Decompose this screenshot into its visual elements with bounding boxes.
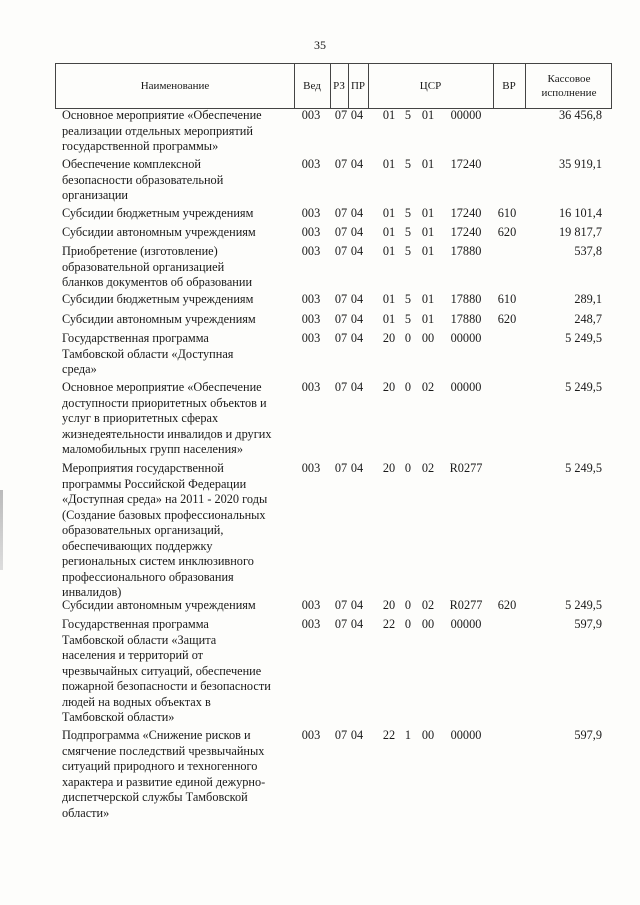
cell-c4: R0277: [449, 461, 483, 475]
cell-c2: 0: [404, 331, 412, 345]
cell-name: Обеспечение комплексной безопасности образовательной организации: [62, 157, 224, 202]
cell-sum: 35 919,1: [558, 157, 602, 171]
cell-c2: 5: [404, 206, 412, 220]
cell-vr: 620: [497, 598, 517, 612]
cell-c1: 20: [382, 380, 396, 394]
cell-name: Приобретение (изготовление) образовательной организацией бланков документов об образовании: [62, 244, 253, 289]
cell-c3: 02: [421, 380, 435, 394]
cell-sum: 597,9: [574, 617, 602, 631]
cell-rz: 07: [334, 312, 348, 326]
cell-c1: 01: [382, 292, 396, 306]
cell-ved: 003: [301, 157, 321, 171]
cell-c1: 01: [382, 225, 396, 239]
cell-c2: 0: [404, 461, 412, 475]
cell-name: Государственная программа Тамбовской области «Защита населения и территорий от чрезвычайных ситуаций, обеспечение пожарной безопасности и безопасности людей на водных объектах в Тамбовской области»: [62, 617, 271, 724]
cell-c4: 00000: [450, 108, 482, 122]
cell-ved: 003: [301, 728, 321, 742]
cell-c4: 17240: [450, 206, 482, 220]
cell-pr: 04: [350, 331, 364, 345]
cell-c1: 01: [382, 244, 396, 258]
cell-pr: 04: [350, 108, 364, 122]
cell-c3: 02: [421, 598, 435, 612]
cell-c4: 00000: [450, 380, 482, 394]
cell-name: Государственная программа Тамбовской области «Доступная среда»: [62, 331, 234, 376]
cell-vr: 610: [497, 292, 517, 306]
cell-sum: 5 249,5: [565, 598, 602, 612]
cell-c2: 5: [404, 312, 412, 326]
scan-edge-mark: [0, 490, 3, 570]
cell-rz: 07: [334, 292, 348, 306]
cell-name: Субсидии автономным учреждениям: [62, 312, 256, 326]
cell-c4: 17880: [450, 292, 482, 306]
cell-pr: 04: [350, 461, 364, 475]
cell-sum: 289,1: [574, 292, 602, 306]
header-vr: ВР: [502, 80, 516, 92]
header-pr: ПР: [350, 80, 366, 92]
cell-c3: 01: [421, 292, 435, 306]
cell-pr: 04: [350, 225, 364, 239]
cell-name: Мероприятия государственной программы Российской Федерации «Доступная среда» на 2011 - 2020 годы (Создание базовых профессиональных образовательных организаций, обеспечивающих поддержку региональных систем инклюзивного профессионального образования инвалидов): [62, 461, 268, 599]
cell-c1: 01: [382, 157, 396, 171]
cell-name: Подпрограмма «Снижение рисков и смягчение последствий чрезвычайных ситуаций природного и техногенного характера и развитие единой дежурно- диспетчерской службы Тамбовской области»: [62, 728, 266, 820]
cell-ved: 003: [301, 312, 321, 326]
cell-c3: 01: [421, 244, 435, 258]
header-name: Наименование: [140, 80, 210, 92]
cell-rz: 07: [334, 331, 348, 345]
cell-vr: 610: [497, 206, 517, 220]
cell-c4: 17240: [450, 157, 482, 171]
cell-sum: 19 817,7: [558, 225, 602, 239]
cell-c4: R0277: [449, 598, 483, 612]
cell-name: Субсидии бюджетным учреждениям: [62, 206, 254, 220]
cell-c2: 0: [404, 380, 412, 394]
cell-rz: 07: [334, 244, 348, 258]
cell-ved: 003: [301, 331, 321, 345]
cell-rz: 07: [334, 617, 348, 631]
cell-vr: 620: [497, 225, 517, 239]
cell-c1: 20: [382, 461, 396, 475]
cell-pr: 04: [350, 598, 364, 612]
cell-c2: 0: [404, 617, 412, 631]
cell-c2: 0: [404, 598, 412, 612]
cell-c3: 01: [421, 312, 435, 326]
cell-ved: 003: [301, 206, 321, 220]
cell-c4: 17240: [450, 225, 482, 239]
cell-c1: 01: [382, 206, 396, 220]
cell-c3: 01: [421, 157, 435, 171]
cell-name: Основное мероприятие «Обеспечение реализации отдельных мероприятий государственной программы»: [62, 108, 262, 153]
cell-pr: 04: [350, 206, 364, 220]
cell-name: Субсидии автономным учреждениям: [62, 225, 256, 239]
cell-c3: 00: [421, 728, 435, 742]
cell-rz: 07: [334, 380, 348, 394]
page-number: 35: [314, 38, 326, 52]
cell-c2: 5: [404, 157, 412, 171]
cell-sum: 36 456,8: [558, 108, 602, 122]
cell-name: Основное мероприятие «Обеспечение доступности приоритетных объектов и услуг в приоритетных сферах жизнедеятельности инвалидов и других маломобильных групп населения»: [62, 380, 272, 456]
cell-c1: 01: [382, 312, 396, 326]
cell-c1: 01: [382, 108, 396, 122]
cell-c3: 00: [421, 331, 435, 345]
cell-sum: 5 249,5: [565, 461, 602, 475]
cell-name: Субсидии бюджетным учреждениям: [62, 292, 254, 306]
header-ved: Вед: [303, 80, 321, 92]
cell-c1: 20: [382, 331, 396, 345]
cell-c3: 00: [421, 617, 435, 631]
cell-rz: 07: [334, 108, 348, 122]
cell-c2: 5: [404, 108, 412, 122]
cell-sum: 5 249,5: [565, 380, 602, 394]
cell-pr: 04: [350, 380, 364, 394]
cell-rz: 07: [334, 225, 348, 239]
cell-c4: 17880: [450, 312, 482, 326]
cell-ved: 003: [301, 598, 321, 612]
cell-c1: 20: [382, 598, 396, 612]
cell-c4: 17880: [450, 244, 482, 258]
cell-pr: 04: [350, 157, 364, 171]
cell-ved: 003: [301, 244, 321, 258]
cell-sum: 248,7: [574, 312, 602, 326]
cell-c2: 5: [404, 244, 412, 258]
cell-rz: 07: [334, 461, 348, 475]
header-csr: ЦСР: [419, 80, 442, 92]
cell-sum: 5 249,5: [565, 331, 602, 345]
cell-pr: 04: [350, 728, 364, 742]
cell-rz: 07: [334, 157, 348, 171]
cell-c4: 00000: [450, 617, 482, 631]
cell-pr: 04: [350, 244, 364, 258]
cell-pr: 04: [350, 292, 364, 306]
cell-sum: 597,9: [574, 728, 602, 742]
cell-c4: 00000: [450, 728, 482, 742]
cell-ved: 003: [301, 108, 321, 122]
cell-pr: 04: [350, 617, 364, 631]
cell-c2: 1: [404, 728, 412, 742]
cell-c2: 5: [404, 225, 412, 239]
cell-vr: 620: [497, 312, 517, 326]
cell-c1: 22: [382, 728, 396, 742]
cell-c4: 00000: [450, 331, 482, 345]
cell-sum: 537,8: [574, 244, 602, 258]
cell-c3: 01: [421, 225, 435, 239]
cell-ved: 003: [301, 225, 321, 239]
cell-c3: 01: [421, 206, 435, 220]
cell-c3: 02: [421, 461, 435, 475]
cell-pr: 04: [350, 312, 364, 326]
cell-c3: 01: [421, 108, 435, 122]
cell-ved: 003: [301, 461, 321, 475]
cell-rz: 07: [334, 728, 348, 742]
cell-rz: 07: [334, 206, 348, 220]
cell-rz: 07: [334, 598, 348, 612]
cell-ved: 003: [301, 292, 321, 306]
header-sum: Кассовое исполнение: [541, 73, 597, 99]
cell-sum: 16 101,4: [558, 206, 602, 220]
cell-c1: 22: [382, 617, 396, 631]
header-rz: РЗ: [333, 80, 345, 92]
cell-ved: 003: [301, 380, 321, 394]
cell-c2: 5: [404, 292, 412, 306]
cell-name: Субсидии автономным учреждениям: [62, 598, 256, 612]
cell-ved: 003: [301, 617, 321, 631]
